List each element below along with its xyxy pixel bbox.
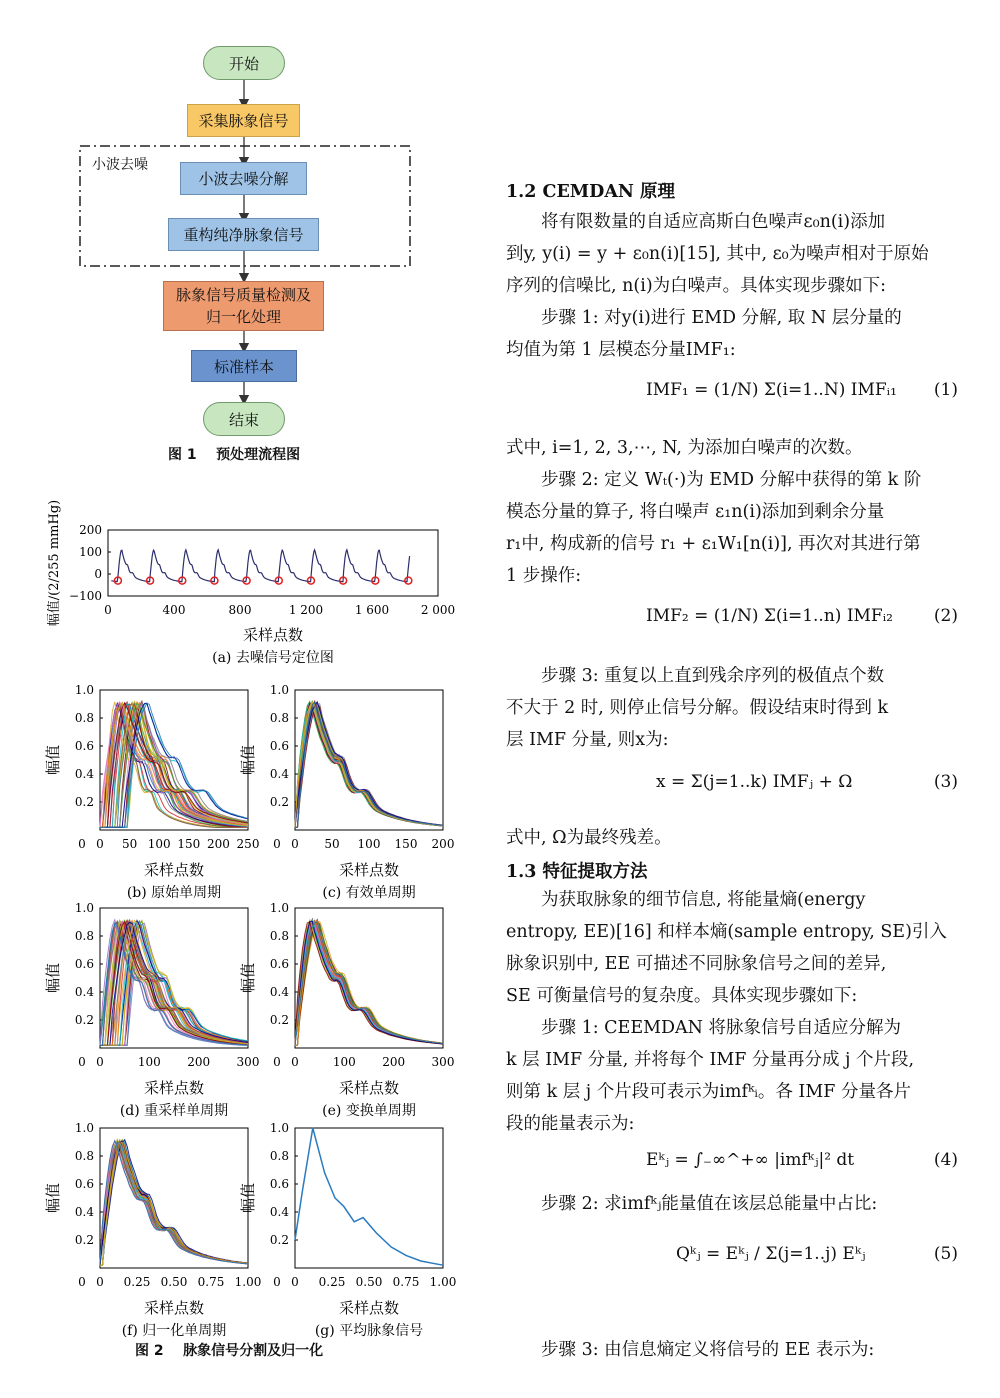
reconstruct-label: 重构纯净脉象信号 (183, 226, 304, 244)
plot-c-ylabel: 幅值 (239, 744, 257, 776)
p2-line1: 为获取脉象的细节信息, 将能量熵(energy (541, 890, 866, 910)
plot-c-xtick: 50 (324, 837, 340, 851)
plot-c-series-line (295, 702, 443, 828)
plot-a-ytick: 0 (94, 567, 102, 581)
equation-5-number: (5) (933, 1244, 958, 1264)
plot-g-xtick: 0.25 (318, 1275, 346, 1289)
equation-4-number: (4) (933, 1150, 958, 1170)
plot-d-ytick: 0.8 (74, 929, 94, 943)
plot-b-xtick: 100 (147, 837, 171, 851)
plot-b-ytick: 0.2 (74, 795, 94, 809)
plot-c-ytick: 0.8 (269, 711, 289, 725)
plot-f-series-line (100, 1142, 248, 1266)
fstep3: 步骤 3: 由信息熵定义将信号的 EE 表示为: (541, 1340, 875, 1360)
plot-d-ylabel: 幅值 (44, 962, 62, 994)
plot-f-series-line (100, 1141, 248, 1265)
plot-e-xtick: 100 (332, 1055, 356, 1069)
step2-line3: r₁中, 构成新的信号 r₁ + ε₁W₁[n(i)], 再次对其进行第 (506, 534, 921, 554)
plot-e-ylabel: 幅值 (239, 962, 257, 994)
plot-f-series-line (100, 1141, 248, 1265)
paragraph-step2 (506, 432, 958, 592)
plot-f-series-line (100, 1142, 248, 1266)
plot-b-ytick: 1.0 (74, 683, 94, 697)
quality-label-2: 归一化处理 (205, 308, 281, 326)
plot-e-xlabel: 采样点数 (338, 1079, 400, 1097)
after-eq3: 式中, Ω为最终残差。 (506, 828, 672, 848)
plot-a-caption: (a) 去噪信号定位图 (212, 650, 334, 666)
step3-line2: 不大于 2 时, 则停止信号分解。假设结束时得到 k (506, 698, 889, 718)
plot-c-xtick: 100 (357, 837, 381, 851)
plot-f-series-line (100, 1142, 248, 1265)
plot-a-xtick: 0 (104, 603, 112, 617)
plot-a-xtick: 1 200 (288, 603, 324, 617)
plot-f-series-line (100, 1142, 248, 1265)
p2-line2: entropy, EE)[16] 和样本熵(sample entropy, SE)引入 (506, 922, 947, 942)
standard-label: 标准样本 (213, 357, 274, 376)
p2-line3: 脉象识别中, EE 可描述不同脉象信号之间的差异, (506, 954, 887, 974)
plot-e-xtick: 200 (382, 1055, 406, 1069)
plot-f-ytick: 1.0 (74, 1121, 94, 1135)
plot-f-ytick: 0.6 (74, 1177, 94, 1191)
step3-line3: 层 IMF 分量, 则x为: (506, 730, 669, 750)
plot-a-ytick: 200 (79, 523, 102, 537)
plot-f-series-line (100, 1141, 248, 1265)
section-1-2-heading: 1.2 CEMDAN 原理 (506, 182, 676, 202)
plot-d-origin: 0 (78, 1055, 86, 1069)
plot-f-ylabel: 幅值 (44, 1182, 62, 1214)
plot-f-series-line (100, 1141, 248, 1265)
p1-line2: 到y, y(i) = y + ε₀n(i)[15], 其中, ε₀为噪声相对于原始 (506, 244, 929, 264)
paragraph-step3 (506, 660, 958, 756)
plot-b-ylabel: 幅值 (44, 744, 62, 776)
paragraph-feature (506, 884, 958, 1140)
quality-label-1: 脉象信号质量检测及 (175, 286, 311, 304)
plot-f-series-line (100, 1141, 248, 1265)
figure2-charts (0, 490, 500, 1350)
plot-f-series-line (100, 1141, 248, 1265)
figure1-caption-text: 预处理流程图 (216, 447, 301, 463)
equation-2-body: IMF₂ = (1/N) Σ(i=1..n) IMFᵢ₂ (646, 606, 893, 626)
step2-line4: 1 步操作: (506, 566, 582, 586)
step2-line1: 步骤 2: 定义 Wₜ(·)为 EMD 分解中获得的第 k 阶 (541, 470, 922, 490)
plot-d-ytick: 0.2 (74, 1013, 94, 1027)
plot-g-xtick: 0.75 (392, 1275, 420, 1289)
plot-a-xtick: 800 (228, 603, 252, 617)
plot-d-xtick: 100 (137, 1055, 161, 1069)
plot-g-ylabel: 幅值 (239, 1182, 257, 1214)
plot-g-xtick: 0.50 (355, 1275, 383, 1289)
end-node (203, 402, 285, 436)
plot-b-ytick: 0.6 (74, 739, 94, 753)
plot-e-caption: (e) 变换单周期 (322, 1103, 416, 1119)
plot-b-xtick: 50 (121, 837, 138, 851)
plot-d-xlabel: 采样点数 (143, 1079, 205, 1097)
plot-g-ytick: 0.4 (269, 1205, 289, 1219)
plot-g-caption: (g) 平均脉象信号 (314, 1323, 424, 1339)
plot-f-ytick: 0.4 (74, 1205, 94, 1219)
equation-1-number: (1) (933, 380, 958, 400)
plot-c-ytick: 0.4 (269, 767, 289, 781)
plot-f-caption: (f) 归一化单周期 (121, 1323, 227, 1339)
plot-f-series-line (100, 1142, 248, 1266)
plot-c-series-line (295, 704, 443, 827)
plot-e-ytick: 0.6 (269, 957, 289, 971)
plot-b-origin: 0 (78, 837, 86, 851)
plot-f-series-line (100, 1141, 248, 1265)
plot-c-ytick: 0.2 (269, 795, 289, 809)
p2-line4: SE 可衡量信号的复杂度。具体实现步骤如下: (506, 986, 858, 1006)
plot-f-series-line (100, 1141, 248, 1265)
plot-g-ytick: 1.0 (269, 1121, 289, 1135)
plot-b-caption: (b) 原始单周期 (126, 885, 222, 901)
quality-node (163, 281, 324, 331)
plot-f-xtick: 0.50 (160, 1275, 188, 1289)
plot-f-ytick: 0.8 (74, 1149, 94, 1163)
plot-g-ytick: 0.8 (269, 1149, 289, 1163)
plot-c-series-line (295, 704, 443, 827)
plot-f-series-line (100, 1141, 248, 1265)
plot-d-ytick: 0.6 (74, 957, 94, 971)
plot-a-xtick: 2 000 (420, 603, 456, 617)
plot-a-xlabel: 采样点数 (242, 626, 304, 644)
p1-line1: 将有限数量的自适应高斯白色噪声ε₀n(i)添加 (541, 212, 886, 232)
paragraph-cemdan (506, 206, 958, 366)
plot-b-xtick: 250 (236, 837, 260, 851)
plot-d-caption: (d) 重采样单周期 (119, 1103, 229, 1119)
figure2-caption-text: 脉象信号分割及归一化 (183, 1343, 324, 1359)
plot-f-origin: 0 (78, 1275, 86, 1289)
plot-f-xtick: 1.00 (234, 1275, 262, 1289)
plot-d-ytick: 0.4 (74, 985, 94, 999)
plot-c-xtick: 0 (291, 837, 299, 851)
plot-e-ytick: 0.4 (269, 985, 289, 999)
plot-b-xlabel: 采样点数 (143, 861, 205, 879)
plot-d-xtick: 200 (187, 1055, 211, 1069)
step1-line2: 均值为第 1 层模态分量IMF₁: (506, 340, 736, 360)
plot-a-ytick: 100 (79, 545, 102, 559)
plot-a-xtick: 400 (162, 603, 186, 617)
plot-g-ytick: 0.6 (269, 1177, 289, 1191)
plot-e-series-line (295, 921, 443, 1045)
p1-line3: 序列的信噪比, n(i)为白噪声。具体实现步骤如下: (506, 276, 887, 296)
plot-g-xtick: 0 (291, 1275, 299, 1289)
plot-d-xtick: 0 (96, 1055, 104, 1069)
plot-f-series-line (100, 1142, 248, 1265)
fstep1-line2: k 层 IMF 分量, 并将每个 IMF 分量再分成 j 个片段, (506, 1050, 915, 1070)
plot-a-ylabel: 幅值/(2/255 mmHg) (47, 499, 62, 627)
plot-c-ytick: 1.0 (269, 683, 289, 697)
equation-5-body: Qᵏⱼ = Eᵏⱼ / Σ(j=1..j) Eᵏⱼ (676, 1244, 866, 1264)
plot-f-series-line (100, 1141, 248, 1265)
plot-a-trough-marker (405, 577, 412, 584)
plot-a-xtick: 1 600 (354, 603, 390, 617)
step3-line1: 步骤 3: 重复以上直到残余序列的极值点个数 (541, 666, 885, 686)
decompose-node (180, 162, 307, 195)
plot-a-signal-line (111, 550, 409, 582)
equation-3 (506, 758, 958, 828)
plot-g-xtick: 1.00 (429, 1275, 457, 1289)
fstep1-line1: 步骤 1: CEEMDAN 将脉象信号自适应分解为 (541, 1018, 902, 1038)
after-eq1: 式中, i=1, 2, 3,⋯, N, 为添加白噪声的次数。 (506, 438, 863, 458)
step1-line1: 步骤 1: 对y(i)进行 EMD 分解, 取 N 层分量的 (541, 308, 902, 328)
standard-node (191, 350, 297, 382)
denoise-group-label: 小波去噪 (92, 157, 148, 173)
plot-b-xtick: 150 (177, 837, 201, 851)
collect-node (187, 104, 300, 137)
plot-f-xtick: 0 (96, 1275, 104, 1289)
plot-a-ytick: −100 (69, 589, 102, 603)
plot-c-ytick: 0.6 (269, 739, 289, 753)
start-node (203, 46, 285, 80)
plot-f-series-line (100, 1142, 248, 1265)
plot-g-ytick: 0.2 (269, 1233, 289, 1247)
equation-1-body: IMF₁ = (1/N) Σ(i=1..N) IMFᵢ₁ (646, 380, 897, 400)
equation-2 (506, 596, 958, 666)
step2-line2: 模态分量的算子, 将白噪声 ε₁n(i)添加到剩余分量 (506, 502, 885, 522)
section-1-3-heading: 1.3 特征提取方法 (506, 862, 648, 882)
plot-e-ytick: 1.0 (269, 901, 289, 915)
fstep1-line3: 则第 k 层 j 个片段可表示为imfᵏᵢ。各 IMF 分量各片 (506, 1082, 911, 1102)
plot-f-series-line (100, 1142, 248, 1265)
plot-f-series-line (100, 1142, 248, 1265)
plot-d-ytick: 1.0 (74, 901, 94, 915)
equation-3-number: (3) (933, 772, 958, 792)
plot-c-origin: 0 (273, 837, 281, 851)
plot-f-series-line (100, 1142, 248, 1265)
decompose-label: 小波去噪分解 (198, 170, 289, 188)
plot-b-ytick: 0.4 (74, 767, 94, 781)
plot-e-ytick: 0.2 (269, 1013, 289, 1027)
equation-1 (506, 368, 958, 438)
plot-f-series-line (100, 1141, 248, 1265)
plot-g-origin: 0 (273, 1275, 281, 1289)
plot-b-xtick: 0 (96, 837, 104, 851)
plot-e-xtick: 300 (431, 1055, 455, 1069)
reconstruct-node (168, 218, 319, 251)
figure2-caption-num: 图 2 (135, 1343, 164, 1359)
plot-f-xtick: 0.75 (197, 1275, 225, 1289)
plot-e-origin: 0 (273, 1055, 281, 1069)
plot-c-xlabel: 采样点数 (338, 861, 400, 879)
plot-b-xtick: 200 (206, 837, 230, 851)
figure1-caption-num: 图 1 (168, 447, 197, 463)
figure1-caption (168, 444, 300, 464)
fstep1-line4: 段的能量表示为: (506, 1114, 635, 1134)
plot-f-series-line (100, 1142, 248, 1266)
start-label: 开始 (228, 54, 259, 73)
equation-4-body: Eᵏⱼ = ∫₋∞^+∞ |imfᵏⱼ|² dt (646, 1150, 855, 1170)
plot-f-xlabel: 采样点数 (143, 1299, 205, 1317)
plot-c-series-line (295, 704, 443, 827)
plot-b-ytick: 0.8 (74, 711, 94, 725)
plot-e-xtick: 0 (291, 1055, 299, 1069)
plot-g-mean-line (295, 1128, 443, 1265)
equation-2-number: (2) (933, 606, 958, 626)
plot-c-caption: (c) 有效单周期 (322, 885, 416, 901)
plot-f-xtick: 0.25 (123, 1275, 151, 1289)
equation-3-body: x = Σ(j=1..k) IMFⱼ + Ω (656, 772, 853, 792)
plot-e-ytick: 0.8 (269, 929, 289, 943)
equation-5 (506, 1236, 958, 1306)
plot-g-xlabel: 采样点数 (338, 1299, 400, 1317)
fstep2: 步骤 2: 求imfᵏⱼ能量值在该层总能量中占比: (541, 1194, 878, 1214)
plot-f-ytick: 0.2 (74, 1233, 94, 1247)
collect-label: 采集脉象信号 (198, 112, 289, 130)
plot-c-xtick: 200 (431, 837, 455, 851)
plot-g-frame (295, 1128, 443, 1268)
plot-d-xtick: 300 (236, 1055, 260, 1069)
figure2-caption (135, 1340, 323, 1360)
plot-f-series-line (100, 1142, 248, 1265)
end-label: 结束 (228, 410, 259, 429)
plot-c-xtick: 150 (394, 837, 418, 851)
